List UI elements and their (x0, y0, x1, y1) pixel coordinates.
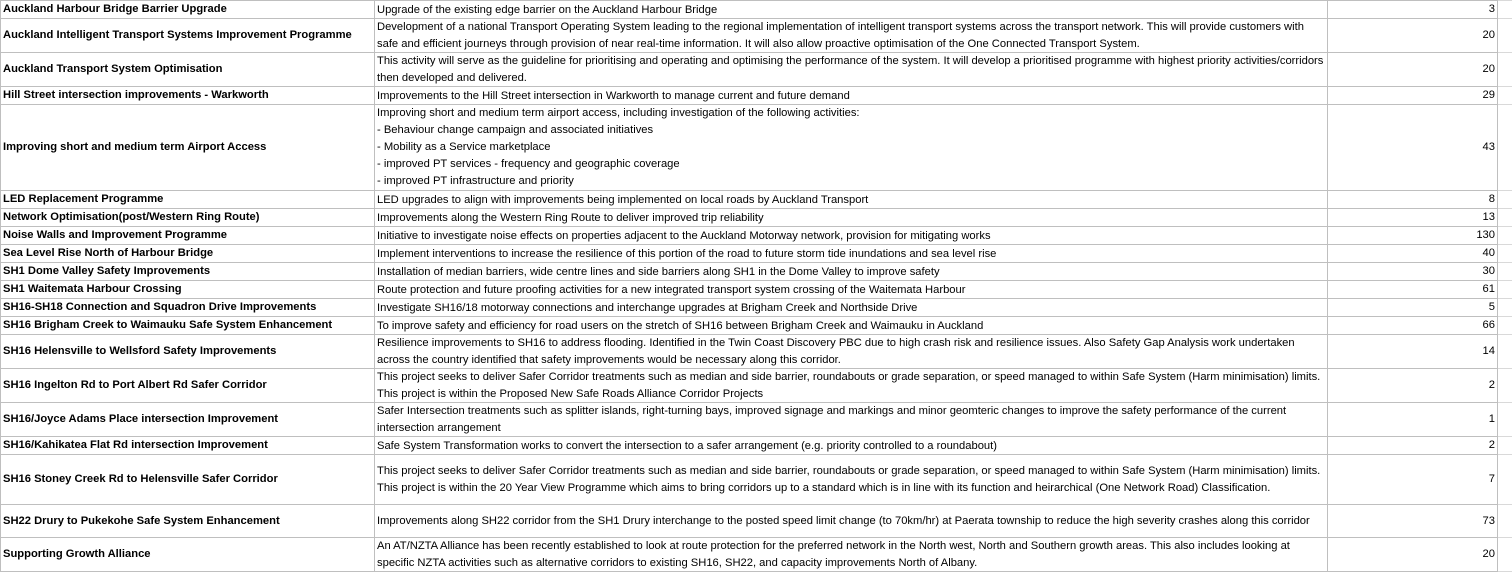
table-row (1, 437, 1512, 455)
empty-cell[interactable] (1498, 437, 1512, 455)
project-name-cell[interactable]: SH22 Drury to Pukekohe Safe System Enhancement (1, 505, 375, 538)
empty-cell[interactable] (1498, 403, 1512, 437)
empty-cell[interactable] (1498, 245, 1512, 263)
project-description-cell[interactable] (375, 281, 1328, 299)
project-description-cell[interactable] (375, 538, 1328, 572)
description-text: Improvements to the Hill Street intersection in Warkworth to manage current and future demand (377, 88, 1325, 104)
project-value-cell[interactable]: 2 (1328, 437, 1498, 455)
description-text: LED upgrades to align with improvements being implemented on local roads by Auckland Transport (377, 192, 1325, 208)
project-value-cell[interactable]: 73 (1328, 505, 1498, 538)
empty-cell[interactable] (1498, 209, 1512, 227)
project-description-cell[interactable] (375, 505, 1328, 538)
description-text: To improve safety and efficiency for road users on the stretch of SH16 between Brigham Creek and Waimauku in Auckland (377, 318, 1325, 334)
table-row (1, 538, 1512, 572)
table-row (1, 281, 1512, 299)
project-value-cell[interactable]: 30 (1328, 263, 1498, 281)
project-name-cell[interactable]: SH16 Brigham Creek to Waimauku Safe System Enhancement (1, 317, 375, 335)
table-row (1, 19, 1512, 53)
description-text: Safe System Transformation works to convert the intersection to a safer arrangement (e.g. priority controlled to a roundabout) (377, 438, 1325, 454)
project-description-cell[interactable] (375, 191, 1328, 209)
project-name-cell[interactable]: SH16 Helensville to Wellsford Safety Improvements (1, 335, 375, 369)
table-row (1, 87, 1512, 105)
project-value-cell[interactable]: 20 (1328, 53, 1498, 87)
empty-cell[interactable] (1498, 281, 1512, 299)
description-text: Route protection and future proofing activities for a new integrated transport system crossing of the Waitemata Harbour (377, 282, 1325, 298)
project-name-cell[interactable]: SH16 Stoney Creek Rd to Helensville Safer Corridor (1, 455, 375, 505)
table-body (1, 1, 1512, 572)
description-text: Safer Intersection treatments such as splitter islands, right-turning bays, improved signage and markings and minor geomteric changes to improve the safety performance of the current intersection arrangement (377, 403, 1325, 436)
project-name-cell[interactable]: LED Replacement Programme (1, 191, 375, 209)
project-name-cell[interactable]: Supporting Growth Alliance (1, 538, 375, 572)
table-row (1, 105, 1512, 191)
project-value-cell[interactable]: 20 (1328, 19, 1498, 53)
project-description-cell[interactable] (375, 209, 1328, 227)
empty-cell[interactable] (1498, 53, 1512, 87)
project-description-cell[interactable] (375, 263, 1328, 281)
description-text: This project seeks to deliver Safer Corridor treatments such as median and side barrier, roundabouts or grade separation, or speed managed to within Safe System (Harm minimisation) limits. This project is within the 20 Year View Programme which aims to bring corridors up to a standard which is in line with its function and heirarchical (One Network Road) Classification. (377, 463, 1325, 497)
project-description-cell[interactable] (375, 437, 1328, 455)
project-name-cell[interactable]: SH1 Dome Valley Safety Improvements (1, 263, 375, 281)
table-row (1, 455, 1512, 505)
project-description-cell[interactable] (375, 245, 1328, 263)
description-text: Initiative to investigate noise effects on properties adjacent to the Auckland Motorway network, provision for mitigating works (377, 228, 1325, 244)
project-name-cell[interactable]: Improving short and medium term Airport Access (1, 105, 375, 191)
empty-cell[interactable] (1498, 299, 1512, 317)
project-name-cell[interactable]: Sea Level Rise North of Harbour Bridge (1, 245, 375, 263)
project-name-cell[interactable]: SH16 Ingelton Rd to Port Albert Rd Safer Corridor (1, 369, 375, 403)
description-text: Upgrade of the existing edge barrier on the Auckland Harbour Bridge (377, 2, 1325, 18)
empty-cell[interactable] (1498, 87, 1512, 105)
table-row (1, 335, 1512, 369)
project-value-cell[interactable]: 43 (1328, 105, 1498, 191)
project-name-cell[interactable]: SH16/Joyce Adams Place intersection Improvement (1, 403, 375, 437)
project-name-cell[interactable]: Auckland Harbour Bridge Barrier Upgrade (1, 1, 375, 19)
empty-cell[interactable] (1498, 505, 1512, 538)
project-name-cell[interactable]: SH1 Waitemata Harbour Crossing (1, 281, 375, 299)
project-name-cell[interactable]: Auckland Intelligent Transport Systems Improvement Programme (1, 19, 375, 53)
project-name-cell[interactable]: Network Optimisation(post/Western Ring Route) (1, 209, 375, 227)
description-text: Improvements along SH22 corridor from the SH1 Drury interchange to the posted speed limit change (to 70km/hr) at Paerata township to reduce the high severity crashes along this corridor (377, 513, 1325, 530)
project-description-cell[interactable] (375, 1, 1328, 19)
empty-cell[interactable] (1498, 455, 1512, 505)
table-row (1, 299, 1512, 317)
project-value-cell[interactable]: 2 (1328, 369, 1498, 403)
project-description-cell[interactable] (375, 317, 1328, 335)
table-row (1, 505, 1512, 538)
empty-cell[interactable] (1498, 1, 1512, 19)
project-description-cell[interactable] (375, 299, 1328, 317)
description-text: This project seeks to deliver Safer Corridor treatments such as median and side barrier, roundabouts or grade separation, or speed managed to within Safe System (Harm minimisation) limits. This project is within the Proposed New Safe Roads Alliance Corridor Projects (377, 369, 1325, 402)
project-description-cell[interactable] (375, 403, 1328, 437)
project-value-cell[interactable]: 1 (1328, 403, 1498, 437)
table-row (1, 245, 1512, 263)
empty-cell[interactable] (1498, 317, 1512, 335)
project-value-cell[interactable]: 40 (1328, 245, 1498, 263)
description-text: This activity will serve as the guideline for prioritising and operating and optimising the performance of the system. It will develop a prioritised programme with highest priority activities/corridors then developed and delivered. (377, 53, 1325, 86)
table-row (1, 53, 1512, 87)
empty-cell[interactable] (1498, 335, 1512, 369)
table-row (1, 227, 1512, 245)
project-name-cell[interactable]: SH16-SH18 Connection and Squadron Drive Improvements (1, 299, 375, 317)
project-value-cell[interactable]: 66 (1328, 317, 1498, 335)
table-row (1, 209, 1512, 227)
empty-cell[interactable] (1498, 191, 1512, 209)
table-row (1, 369, 1512, 403)
description-text: Implement interventions to increase the resilience of this portion of the road to future storm tide inundations and sea level rise (377, 246, 1325, 262)
empty-cell[interactable] (1498, 369, 1512, 403)
empty-cell[interactable] (1498, 105, 1512, 191)
description-text: Investigate SH16/18 motorway connections and interchange upgrades at Brigham Creek and Northside Drive (377, 300, 1325, 316)
table-row (1, 191, 1512, 209)
empty-cell[interactable] (1498, 263, 1512, 281)
project-value-cell[interactable]: 20 (1328, 538, 1498, 572)
empty-cell[interactable] (1498, 227, 1512, 245)
project-value-cell[interactable]: 14 (1328, 335, 1498, 369)
project-description-cell[interactable] (375, 227, 1328, 245)
project-value-cell[interactable]: 13 (1328, 209, 1498, 227)
project-description-cell[interactable] (375, 455, 1328, 505)
project-description-cell[interactable] (375, 105, 1328, 191)
table-row (1, 403, 1512, 437)
project-name-cell[interactable]: Hill Street intersection improvements - Warkworth (1, 87, 375, 105)
project-description-cell[interactable] (375, 53, 1328, 87)
project-value-cell[interactable]: 7 (1328, 455, 1498, 505)
project-description-cell[interactable] (375, 87, 1328, 105)
project-name-cell[interactable]: SH16/Kahikatea Flat Rd intersection Improvement (1, 437, 375, 455)
description-text: Installation of median barriers, wide centre lines and side barriers along SH1 in the Dome Valley to improve safety (377, 264, 1325, 280)
description-text: Resilience improvements to SH16 to address flooding. Identified in the Twin Coast Discovery PBC due to high crash risk and resilience issues. Also Safety Gap Analysis work undertaken across the country identified that safety improvements would be necessary along this corridor. (377, 335, 1325, 368)
project-value-cell[interactable]: 61 (1328, 281, 1498, 299)
project-value-cell[interactable]: 130 (1328, 227, 1498, 245)
description-text: Improving short and medium term airport access, including investigation of the following activities: - Behaviour change campaign and associated initiatives - Mobility as a Service marketplace - improved PT services - frequency and geographic coverage - improved PT infrastructure and priority (377, 105, 1325, 190)
empty-cell[interactable] (1498, 19, 1512, 53)
description-text: An AT/NZTA Alliance has been recently established to look at route protection for the preferred network in the North west, North and Southern growth areas. This also includes looking at specific NZTA activities such as alternative corridors to existing SH16, SH22, and capacity improvements North of Albany. (377, 538, 1325, 571)
project-description-cell[interactable] (375, 19, 1328, 53)
project-value-cell[interactable]: 3 (1328, 1, 1498, 19)
project-value-cell[interactable]: 5 (1328, 299, 1498, 317)
description-text: Development of a national Transport Operating System leading to the regional implementation of intelligent transport systems across the transport network. This will provide customers with safe and efficient journeys through provision of near real-time information. It will also allow proactive optimisation of the One Connected Transport System. (377, 19, 1325, 52)
project-value-cell[interactable]: 8 (1328, 191, 1498, 209)
table-row (1, 317, 1512, 335)
project-description-cell[interactable] (375, 369, 1328, 403)
project-name-cell[interactable]: Noise Walls and Improvement Programme (1, 227, 375, 245)
description-text: Improvements along the Western Ring Route to deliver improved trip reliability (377, 210, 1325, 226)
project-name-cell[interactable]: Auckland Transport System Optimisation (1, 53, 375, 87)
table-row (1, 1, 1512, 19)
project-description-cell[interactable] (375, 335, 1328, 369)
project-value-cell[interactable]: 29 (1328, 87, 1498, 105)
table-row (1, 263, 1512, 281)
empty-cell[interactable] (1498, 538, 1512, 572)
